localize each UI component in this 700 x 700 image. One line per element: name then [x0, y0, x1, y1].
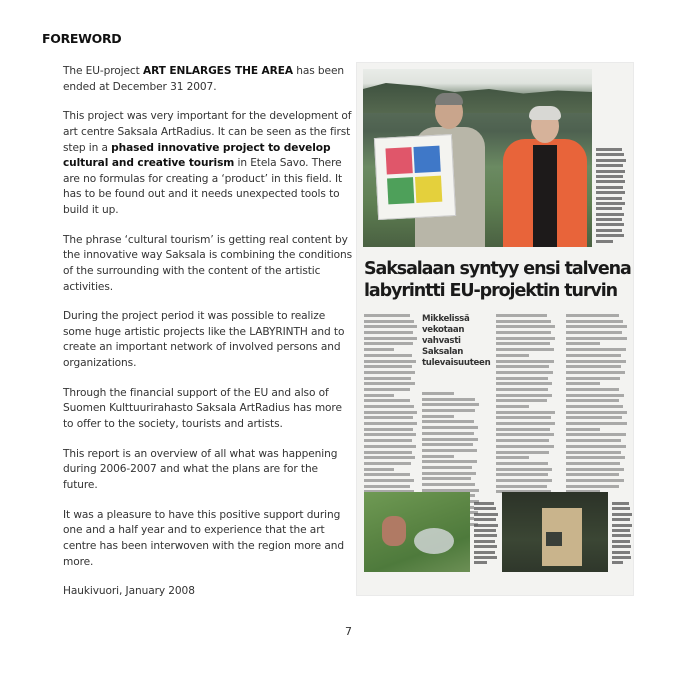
illegible-text-line	[364, 399, 410, 402]
illegible-text-line	[566, 456, 625, 459]
illegible-text-line	[496, 422, 555, 425]
illegible-text-line	[364, 354, 412, 357]
illegible-text-line	[496, 382, 552, 385]
illegible-text-line	[496, 411, 555, 414]
woman-figure	[503, 109, 587, 247]
illegible-text-line	[422, 420, 474, 423]
illegible-text-line	[566, 462, 620, 465]
illegible-text-line	[496, 451, 549, 454]
illegible-text-line	[496, 473, 548, 476]
illegible-text-line	[596, 148, 622, 151]
illegible-text-line	[596, 240, 613, 243]
illegible-text-line	[566, 422, 627, 425]
illegible-text-line	[566, 428, 600, 431]
illegible-text-line	[566, 473, 619, 476]
illegible-text-line	[596, 170, 625, 173]
illegible-text-line	[364, 337, 417, 340]
paragraph-project-end	[63, 64, 353, 95]
illegible-text-line	[364, 394, 394, 397]
illegible-text-line	[612, 561, 623, 564]
illegible-text-line	[566, 365, 621, 368]
illegible-text-line	[496, 314, 547, 317]
illegible-text-line	[612, 518, 630, 521]
illegible-text-line	[496, 325, 555, 328]
illegible-text-line	[566, 354, 621, 357]
p1-text-after: has been ended at December 31 2007.	[63, 65, 344, 93]
illegible-text-line	[364, 479, 414, 482]
illegible-text-line	[496, 445, 554, 448]
illegible-text-line	[422, 449, 477, 452]
illegible-text-line	[496, 360, 554, 363]
illegible-text-line	[566, 439, 621, 442]
illegible-text-line	[612, 551, 630, 554]
illegible-text-line	[496, 371, 553, 374]
illegible-text-line	[566, 377, 620, 380]
illegible-text-line	[566, 348, 626, 351]
illegible-text-line	[422, 392, 454, 395]
newspaper-clipping	[356, 62, 634, 596]
illegible-text-line	[364, 468, 394, 471]
illegible-text-line	[566, 394, 624, 397]
clipping-photo-fire	[364, 492, 470, 572]
illegible-text-line	[566, 468, 624, 471]
illegible-text-line	[612, 502, 629, 505]
illegible-text-line	[566, 433, 626, 436]
illegible-text-line	[422, 443, 473, 446]
illegible-text-line	[496, 433, 554, 436]
illegible-text-line	[496, 342, 550, 345]
page-heading: FOREWORD	[42, 31, 122, 46]
headline-line-1: Saksalaan syntyy ensi talvena	[364, 259, 631, 279]
illegible-text-line	[496, 399, 547, 402]
illegible-text-line	[364, 433, 416, 436]
clipping-photo-hut	[502, 492, 608, 572]
illegible-text-line	[612, 534, 631, 537]
illegible-text-line	[422, 483, 475, 486]
illegible-text-line	[496, 377, 548, 380]
illegible-text-line	[364, 473, 410, 476]
illegible-text-line	[422, 466, 472, 469]
illegible-text-line	[566, 411, 627, 414]
hut-window	[546, 532, 562, 546]
illegible-text-line	[566, 331, 622, 334]
p2-text-after: in Etela Savo. There are no formulas for creating a ‘product’ in this field. It has to be found out and it needs unexpected tools to build it up.	[63, 157, 343, 216]
illegible-text-line	[422, 403, 479, 406]
illegible-text-line	[364, 456, 415, 459]
illegible-text-line	[496, 468, 552, 471]
illegible-text-line	[474, 507, 496, 510]
painting-quadrant	[385, 147, 412, 174]
painting-quadrant	[413, 146, 440, 173]
illegible-text-line	[596, 223, 624, 226]
illegible-text-line	[612, 540, 630, 543]
illegible-text-line	[364, 325, 417, 328]
photo-caption-lines	[596, 148, 626, 248]
clipping-subhead: Mikkelissä vekotaan vahvasti Saksalan tulevaisuuteen	[422, 314, 491, 368]
paragraph-importance	[63, 109, 353, 218]
illegible-text-line	[596, 229, 622, 232]
paragraph-report-overview: This report is an overview of all what was happening during 2006-2007 and what the plans are for the future.	[63, 447, 338, 491]
illegible-text-line	[364, 445, 416, 448]
illegible-text-line	[474, 561, 487, 564]
illegible-text-line	[496, 354, 529, 357]
illegible-text-line	[422, 398, 475, 401]
illegible-text-line	[566, 445, 626, 448]
woman-hair	[529, 106, 561, 120]
illegible-text-line	[496, 394, 552, 397]
painting-quadrant	[387, 177, 414, 204]
illegible-text-line	[566, 451, 621, 454]
illegible-text-line	[612, 507, 630, 510]
smoke-cloud	[414, 528, 454, 554]
illegible-text-line	[612, 545, 631, 548]
foreword-body	[63, 64, 353, 614]
illegible-text-line	[496, 348, 554, 351]
illegible-text-line	[596, 213, 624, 216]
illegible-text-line	[596, 191, 625, 194]
illegible-text-line	[596, 186, 623, 189]
illegible-text-line	[474, 551, 495, 554]
illegible-text-line	[566, 342, 600, 345]
illegible-text-line	[496, 365, 549, 368]
illegible-text-line	[566, 360, 626, 363]
illegible-text-line	[566, 382, 600, 385]
illegible-text-line	[566, 325, 627, 328]
illegible-text-line	[496, 337, 555, 340]
illegible-text-line	[364, 411, 417, 414]
illegible-text-line	[596, 207, 622, 210]
illegible-text-line	[364, 348, 394, 351]
illegible-text-line	[596, 202, 625, 205]
photo-fire-caption-lines	[474, 502, 498, 567]
illegible-text-line	[422, 455, 454, 458]
kneeling-person	[382, 516, 406, 546]
illegible-text-line	[364, 405, 414, 408]
illegible-text-line	[364, 416, 413, 419]
illegible-text-line	[496, 428, 550, 431]
illegible-text-line	[422, 415, 454, 418]
illegible-text-line	[422, 460, 477, 463]
illegible-text-line	[596, 159, 626, 162]
illegible-text-line	[422, 409, 475, 412]
clipping-headline	[364, 258, 634, 302]
illegible-text-line	[474, 513, 498, 516]
signature-line: Haukivuori, January 2008	[63, 585, 195, 598]
illegible-text-line	[496, 405, 529, 408]
illegible-text-line	[566, 405, 623, 408]
paragraph-financial-support: Through the financial support of the EU and also of Suomen Kulttuurirahasto Saksala ArtRadius has more to offer to the society, tourists and artists.	[63, 386, 342, 431]
illegible-text-line	[364, 388, 410, 391]
illegible-text-line	[612, 513, 632, 516]
illegible-text-line	[364, 360, 416, 363]
illegible-text-line	[364, 314, 410, 317]
illegible-text-line	[364, 377, 411, 380]
illegible-text-line	[496, 388, 548, 391]
illegible-text-line	[364, 451, 412, 454]
illegible-text-line	[596, 218, 622, 221]
clipping-main-photo	[363, 69, 592, 247]
woman-shirt	[533, 145, 557, 247]
illegible-text-line	[566, 388, 619, 391]
article-column-1	[364, 314, 418, 507]
illegible-text-line	[474, 524, 498, 527]
illegible-text-line	[566, 485, 619, 488]
illegible-text-line	[496, 331, 551, 334]
painting-quadrant	[415, 176, 442, 203]
illegible-text-line	[496, 456, 529, 459]
illegible-text-line	[364, 439, 412, 442]
illegible-text-line	[364, 342, 413, 345]
illegible-text-line	[364, 365, 412, 368]
illegible-text-line	[596, 153, 624, 156]
illegible-text-line	[474, 518, 496, 521]
illegible-text-line	[364, 485, 410, 488]
article-column-4	[566, 314, 628, 496]
illegible-text-line	[422, 426, 478, 429]
illegible-text-line	[364, 371, 415, 374]
paragraph-thanks: It was a pleasure to have this positive support during one and a half year and to experience that the art centre has been interwoven with the region more and more.	[63, 508, 344, 568]
illegible-text-line	[364, 382, 415, 385]
illegible-text-line	[566, 479, 624, 482]
illegible-text-line	[364, 320, 414, 323]
illegible-text-line	[474, 540, 495, 543]
illegible-text-line	[566, 314, 619, 317]
illegible-text-line	[496, 485, 547, 488]
illegible-text-line	[474, 502, 494, 505]
illegible-text-line	[496, 416, 551, 419]
illegible-text-line	[596, 197, 622, 200]
illegible-text-line	[566, 371, 625, 374]
illegible-text-line	[474, 556, 497, 559]
man-hair	[435, 93, 463, 105]
p1-text-before: The EU-project	[63, 65, 143, 77]
illegible-text-line	[596, 175, 623, 178]
illegible-text-line	[364, 331, 413, 334]
illegible-text-line	[474, 545, 497, 548]
illegible-text-line	[566, 320, 623, 323]
illegible-text-line	[596, 234, 624, 237]
article-column-3	[496, 314, 556, 496]
illegible-text-line	[422, 432, 474, 435]
illegible-text-line	[612, 529, 630, 532]
illegible-text-line	[596, 180, 625, 183]
illegible-text-line	[422, 477, 471, 480]
headline-line-2: labyrintti EU-projektin turvin	[364, 281, 617, 301]
illegible-text-line	[596, 164, 623, 167]
paragraph-project-period: During the project period it was possible to realize some huge artistic projects like the LABYRINTH and to create an important network of involved persons and organizations.	[63, 310, 345, 370]
illegible-text-line	[612, 524, 632, 527]
page-number: 7	[345, 625, 352, 638]
illegible-text-line	[566, 337, 627, 340]
illegible-text-line	[496, 320, 551, 323]
painting-held	[374, 134, 456, 220]
illegible-text-line	[566, 416, 622, 419]
phased-project-emphasis: phased innovative project to develop cultural and creative tourism	[63, 141, 331, 170]
illegible-text-line	[612, 556, 631, 559]
illegible-text-line	[496, 479, 552, 482]
illegible-text-line	[474, 529, 496, 532]
project-name: ART ENLARGES THE AREA	[142, 65, 293, 77]
illegible-text-line	[364, 422, 417, 425]
illegible-text-line	[496, 462, 548, 465]
illegible-text-line	[496, 439, 549, 442]
illegible-text-line	[566, 399, 619, 402]
illegible-text-line	[422, 438, 478, 441]
photo-hut-caption-lines	[612, 502, 632, 567]
illegible-text-line	[364, 462, 411, 465]
p2-text-before: This project was very important for the development of art centre Saksala ArtRadius. It can be seen as the first step in a	[63, 110, 352, 154]
illegible-text-line	[474, 534, 497, 537]
paragraph-cultural-tourism: The phrase ‘cultural tourism’ is getting real content by the innovative way Saksala is combining the conditions of the surrounding with the content of the artistic activities.	[63, 233, 353, 293]
illegible-text-line	[422, 472, 476, 475]
illegible-text-line	[364, 428, 413, 431]
